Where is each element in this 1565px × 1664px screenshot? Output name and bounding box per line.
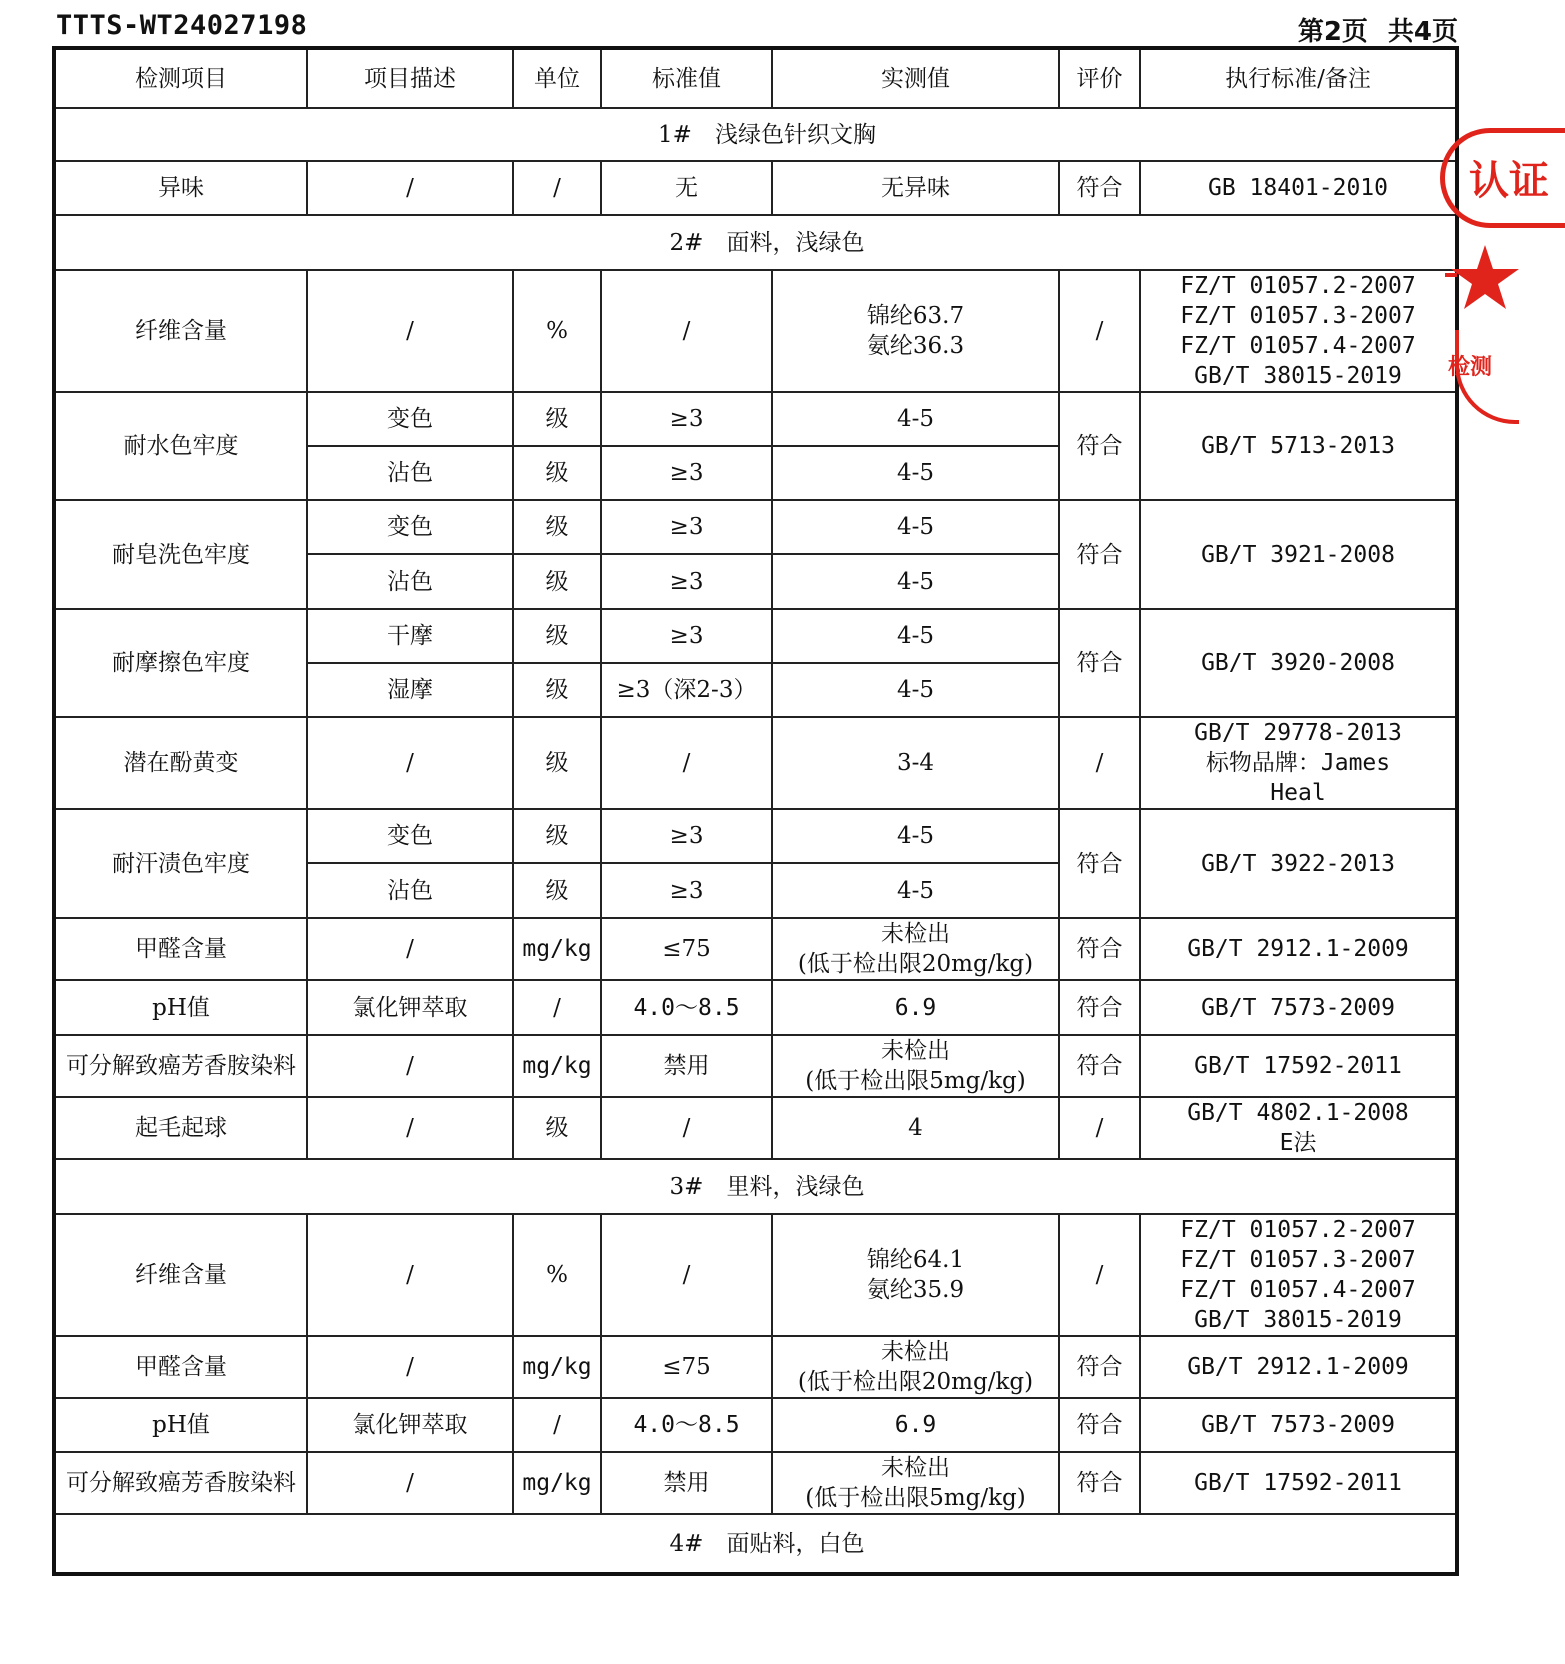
- page-number: 第2页: [1297, 17, 1368, 47]
- cell-measured: [772, 1336, 1059, 1398]
- cell-measured: 6.9: [772, 980, 1059, 1035]
- cell-item: 起毛起球: [54, 1097, 307, 1159]
- sample-number: 1#: [658, 121, 692, 148]
- cell-item: 耐水色牢度: [54, 392, 307, 500]
- table-row: [54, 500, 1457, 554]
- report-number: TTTS-WT24027198: [56, 10, 308, 41]
- cell-unit: 级: [513, 392, 601, 446]
- measured-line: 锦纶64.1: [866, 1247, 965, 1273]
- cell-desc: 沾色: [307, 446, 513, 500]
- cell-item: 纤维含量: [54, 270, 307, 392]
- cell-measured: 4-5: [772, 500, 1059, 554]
- cell-unit: /: [513, 161, 601, 215]
- cell-desc: 干摩: [307, 609, 513, 663]
- cell-unit: 级: [513, 663, 601, 717]
- cell-standard: ≥3: [601, 863, 772, 918]
- reference-line: FZ/T 01057.2-2007: [1180, 273, 1416, 299]
- cell-measured: 4-5: [772, 554, 1059, 609]
- cell-desc: 变色: [307, 809, 513, 863]
- reference-line: GB/T 29778-2013: [1194, 720, 1402, 746]
- cell-measured: [772, 1214, 1059, 1336]
- cell-measured: [772, 1452, 1059, 1514]
- cell-item: 可分解致癌芳香胺染料: [54, 1452, 307, 1514]
- table-row: [54, 980, 1457, 1035]
- cell-measured: 3-4: [772, 717, 1059, 809]
- cell-desc: /: [307, 918, 513, 980]
- sample-header: [54, 215, 1457, 270]
- cell-evaluation: /: [1059, 717, 1140, 809]
- cell-measured: [772, 918, 1059, 980]
- cell-evaluation: 符合: [1059, 1398, 1140, 1452]
- cell-reference: GB/T 5713-2013: [1140, 392, 1457, 500]
- table-row: [54, 270, 1457, 392]
- cell-evaluation: 符合: [1059, 392, 1140, 500]
- reference-line: FZ/T 01057.3-2007: [1180, 303, 1416, 329]
- cell-evaluation: 符合: [1059, 1035, 1140, 1097]
- measured-line: (低于检出限5mg/kg): [805, 1068, 1026, 1094]
- cell-reference: GB/T 2912.1-2009: [1140, 918, 1457, 980]
- stamp-outline: [1455, 330, 1519, 424]
- reference-line: FZ/T 01057.3-2007: [1180, 1247, 1416, 1273]
- cell-item: 甲醛含量: [54, 1336, 307, 1398]
- sample-number: 4#: [669, 1530, 704, 1557]
- cell-unit: 级: [513, 717, 601, 809]
- cell-unit: 级: [513, 446, 601, 500]
- sample-description: 面料，浅绿色: [726, 229, 865, 256]
- cell-desc: 湿摩: [307, 663, 513, 717]
- cell-item: pH值: [54, 1398, 307, 1452]
- reference-line: FZ/T 01057.2-2007: [1180, 1217, 1416, 1243]
- table-row: [54, 1452, 1457, 1514]
- cell-item: pH值: [54, 980, 307, 1035]
- cell-unit: 级: [513, 609, 601, 663]
- cell-evaluation: /: [1059, 1214, 1140, 1336]
- test-results-table: [52, 46, 1459, 1576]
- cell-measured: 4-5: [772, 863, 1059, 918]
- reference-line: FZ/T 01057.4-2007: [1180, 333, 1416, 359]
- cell-unit: %: [513, 270, 601, 392]
- cell-standard: 禁用: [601, 1452, 772, 1514]
- measured-line: 氨纶36.3: [866, 333, 965, 359]
- cell-evaluation: /: [1059, 1097, 1140, 1159]
- measured-line: 未检出: [881, 1038, 950, 1064]
- table-row: [54, 717, 1457, 809]
- cell-unit: mg/kg: [513, 1336, 601, 1398]
- cell-measured: 4-5: [772, 392, 1059, 446]
- cell-desc: 沾色: [307, 863, 513, 918]
- cell-standard: 禁用: [601, 1035, 772, 1097]
- cell-measured: [772, 1035, 1059, 1097]
- sample-row: [54, 1514, 1457, 1574]
- measured-line: 未检出: [881, 921, 950, 947]
- table-row: [54, 392, 1457, 446]
- col-header-unit: 单位: [513, 48, 601, 108]
- cell-reference: GB/T 2912.1-2009: [1140, 1336, 1457, 1398]
- measured-line: 锦纶63.7: [866, 303, 965, 329]
- cell-standard: 4.0～8.5: [601, 980, 772, 1035]
- cell-desc: /: [307, 717, 513, 809]
- cell-desc: 变色: [307, 500, 513, 554]
- reference-line: GB/T 38015-2019: [1194, 1307, 1402, 1333]
- col-header-item: 检测项目: [54, 48, 307, 108]
- cell-reference: GB/T 3922-2013: [1140, 809, 1457, 918]
- table-row: [54, 1214, 1457, 1336]
- cell-reference: GB 18401-2010: [1140, 161, 1457, 215]
- cell-reference: GB/T 3921-2008: [1140, 500, 1457, 609]
- table-row: [54, 1336, 1457, 1398]
- measured-line: (低于检出限20mg/kg): [797, 1369, 1034, 1395]
- cell-desc: /: [307, 1035, 513, 1097]
- cell-item: 耐皂洗色牢度: [54, 500, 307, 609]
- cell-evaluation: 符合: [1059, 918, 1140, 980]
- cell-standard: ≥3: [601, 392, 772, 446]
- cell-standard: ≥3: [601, 809, 772, 863]
- cell-standard: ≤75: [601, 1336, 772, 1398]
- table-row: [54, 1398, 1457, 1452]
- measured-line: (低于检出限5mg/kg): [805, 1485, 1026, 1511]
- cell-evaluation: /: [1059, 270, 1140, 392]
- reference-line: GB/T 38015-2019: [1194, 363, 1402, 389]
- cell-item: 纤维含量: [54, 1214, 307, 1336]
- cell-desc: 变色: [307, 392, 513, 446]
- stamp-lower-text: 检测: [1448, 354, 1493, 380]
- cell-desc: 氯化钾萃取: [307, 1398, 513, 1452]
- cell-standard: 无: [601, 161, 772, 215]
- cell-evaluation: 符合: [1059, 161, 1140, 215]
- cell-evaluation: 符合: [1059, 980, 1140, 1035]
- table-row: [54, 809, 1457, 863]
- cell-evaluation: 符合: [1059, 609, 1140, 717]
- measured-line: 氨纶35.9: [866, 1277, 965, 1303]
- reference-line: FZ/T 01057.4-2007: [1180, 1277, 1416, 1303]
- cell-desc: /: [307, 1452, 513, 1514]
- cell-desc: 氯化钾萃取: [307, 980, 513, 1035]
- cell-unit: /: [513, 1398, 601, 1452]
- measured-line: 未检出: [881, 1455, 950, 1481]
- sample-description: 浅绿色针织文胸: [715, 121, 876, 148]
- cell-item: 异味: [54, 161, 307, 215]
- cell-standard: ≥3: [601, 609, 772, 663]
- cell-reference: GB/T 7573-2009: [1140, 980, 1457, 1035]
- sample-header: [54, 108, 1457, 161]
- cell-standard: ≥3: [601, 446, 772, 500]
- cell-standard: ≥3（深2-3）: [601, 663, 772, 717]
- table-row: [54, 918, 1457, 980]
- cell-standard: 4.0～8.5: [601, 1398, 772, 1452]
- cell-evaluation: 符合: [1059, 500, 1140, 609]
- cell-evaluation: 符合: [1059, 809, 1140, 918]
- stamp-text: 认证: [1469, 157, 1549, 204]
- cell-standard: /: [601, 1214, 772, 1336]
- cell-measured: 4-5: [772, 609, 1059, 663]
- col-header-standard: 标准值: [601, 48, 772, 108]
- page-indicator: [1298, 11, 1458, 48]
- cell-unit: 级: [513, 1097, 601, 1159]
- cell-unit: mg/kg: [513, 1035, 601, 1097]
- cell-standard: /: [601, 1097, 772, 1159]
- sample-description: 里料，浅绿色: [726, 1173, 865, 1200]
- cell-evaluation: 符合: [1059, 1452, 1140, 1514]
- table-row: [54, 1035, 1457, 1097]
- cell-unit: %: [513, 1214, 601, 1336]
- sample-row: [54, 1159, 1457, 1214]
- cell-reference: GB/T 7573-2009: [1140, 1398, 1457, 1452]
- sample-number: 2#: [669, 229, 704, 256]
- cell-unit: mg/kg: [513, 918, 601, 980]
- stamp-star-icon: [1445, 245, 1500, 315]
- cell-desc: /: [307, 1336, 513, 1398]
- col-header-evaluation: 评价: [1059, 48, 1140, 108]
- cell-desc: /: [307, 161, 513, 215]
- cell-item: 甲醛含量: [54, 918, 307, 980]
- cell-standard: /: [601, 270, 772, 392]
- sample-header: [54, 1159, 1457, 1214]
- cell-item: 潜在酚黄变: [54, 717, 307, 809]
- cell-standard: ≥3: [601, 554, 772, 609]
- sample-header: [54, 1514, 1457, 1574]
- cell-reference: GB/T 3920-2008: [1140, 609, 1457, 717]
- cell-measured: [772, 270, 1059, 392]
- cell-standard: ≤75: [601, 918, 772, 980]
- cell-measured: 无异味: [772, 161, 1059, 215]
- sample-row: [54, 108, 1457, 161]
- cell-unit: 级: [513, 500, 601, 554]
- cell-measured: 4-5: [772, 809, 1059, 863]
- cell-desc: /: [307, 1097, 513, 1159]
- cell-item: 耐汗渍色牢度: [54, 809, 307, 918]
- cell-reference: [1140, 270, 1457, 392]
- cell-desc: 沾色: [307, 554, 513, 609]
- sample-description: 面贴料，白色: [726, 1530, 865, 1557]
- sample-row: [54, 215, 1457, 270]
- col-header-measured: 实测值: [772, 48, 1059, 108]
- cell-evaluation: 符合: [1059, 1336, 1140, 1398]
- cell-measured: 6.9: [772, 1398, 1059, 1452]
- cell-standard: ≥3: [601, 500, 772, 554]
- cell-unit: 级: [513, 554, 601, 609]
- table-row: [54, 161, 1457, 215]
- cell-item: 可分解致癌芳香胺染料: [54, 1035, 307, 1097]
- measured-line: (低于检出限20mg/kg): [797, 951, 1034, 977]
- table-row: [54, 609, 1457, 663]
- cell-unit: 级: [513, 863, 601, 918]
- reference-line: 标物品牌：James: [1205, 750, 1391, 776]
- cell-reference: [1140, 717, 1457, 809]
- cell-measured: 4: [772, 1097, 1059, 1159]
- certification-stamp: [1440, 128, 1565, 228]
- sample-number: 3#: [669, 1173, 704, 1200]
- cell-reference: [1140, 1214, 1457, 1336]
- table-header-row: [54, 48, 1457, 108]
- cell-measured: 4-5: [772, 663, 1059, 717]
- table-row: [54, 1097, 1457, 1159]
- measured-line: 未检出: [881, 1339, 950, 1365]
- col-header-desc: 项目描述: [307, 48, 513, 108]
- reference-line: GB/T 4802.1-2008: [1187, 1100, 1409, 1126]
- cell-measured: 4-5: [772, 446, 1059, 500]
- cell-reference: GB/T 17592-2011: [1140, 1035, 1457, 1097]
- page-total: 共4页: [1387, 17, 1458, 47]
- cell-unit: 级: [513, 809, 601, 863]
- cell-reference: GB/T 17592-2011: [1140, 1452, 1457, 1514]
- reference-line: Heal: [1270, 780, 1326, 806]
- cell-unit: /: [513, 980, 601, 1035]
- cell-standard: /: [601, 717, 772, 809]
- reference-line: E法: [1279, 1130, 1317, 1156]
- cell-reference: [1140, 1097, 1457, 1159]
- cell-unit: mg/kg: [513, 1452, 601, 1514]
- cell-desc: /: [307, 270, 513, 392]
- cell-item: 耐摩擦色牢度: [54, 609, 307, 717]
- col-header-reference: 执行标准/备注: [1140, 48, 1457, 108]
- cell-desc: /: [307, 1214, 513, 1336]
